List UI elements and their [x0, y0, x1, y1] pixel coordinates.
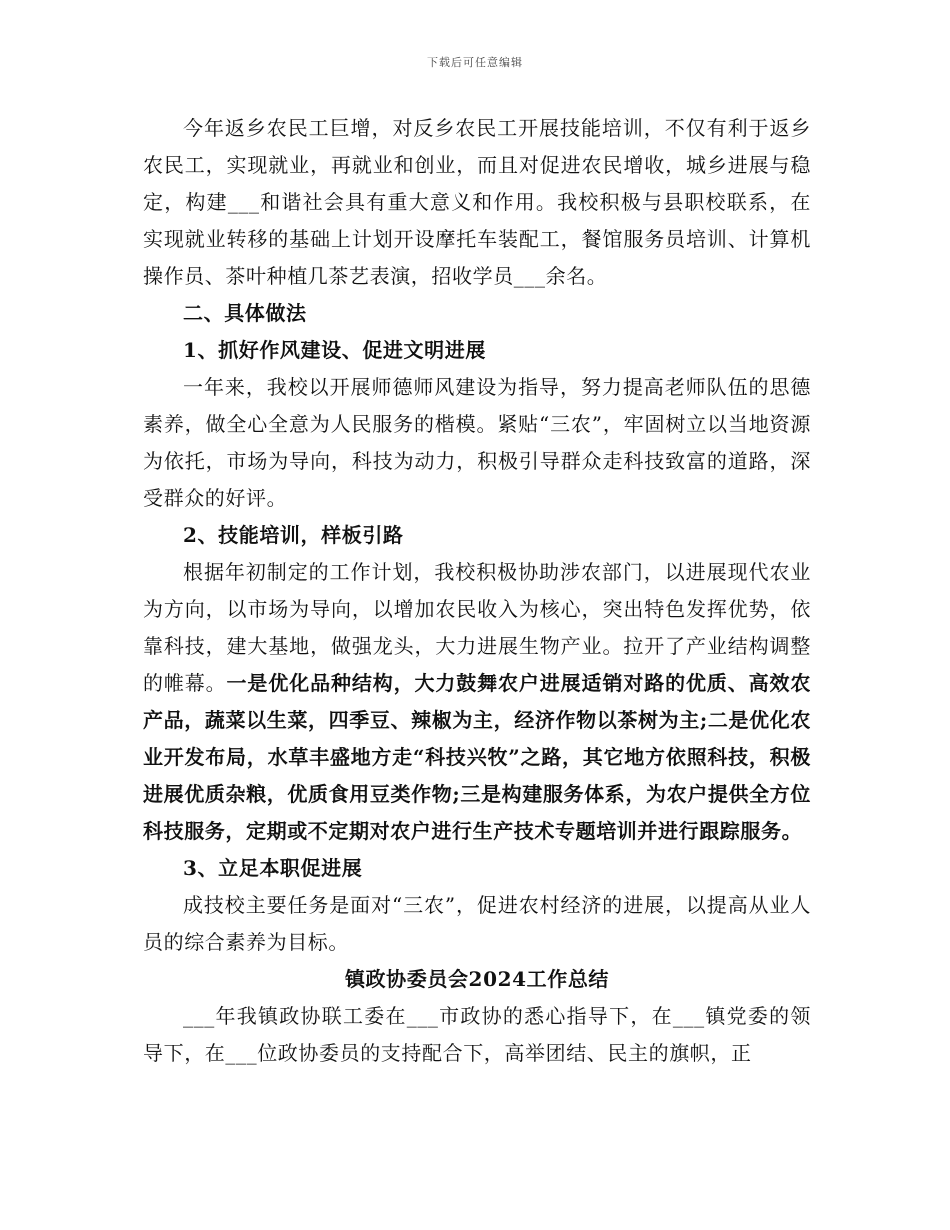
paragraph-skills-training: [143, 554, 811, 850]
paragraph-school-task: 成技校主要任务是面对“三农”，促进农村经济的进展，以提高从业人员的综合素养为目标。: [143, 893, 811, 954]
document-title-2: 镇政协委员会2024工作总结: [344, 967, 610, 991]
subheading-3: 3、立足本职促进展: [183, 856, 363, 880]
document-body: [143, 110, 811, 1072]
paragraph-summary-start: ___年我镇政协联工委在___市政协的悉心指导下，在___镇党委的领导下，在___位政协委员的支持配合下，高举团结、民主的旗帜，正: [143, 1004, 811, 1065]
paragraph-style-building: 一年来，我校以开展师德师风建设为指导，努力提高老师队伍的思德素养，做全心全意为人民服务的楷模。紧贴“三农”，牢固树立以当地资源为依托，市场为导向，科技为动力，积极引导群众走科技致富的道路，深受群众的好评。: [143, 375, 811, 510]
section-heading: 二、具体做法: [183, 301, 307, 325]
subheading-1: 1、抓好作风建设、促进文明进展: [183, 338, 486, 362]
paragraph-skills-normal-text: 根据年初制定的工作计划，我校积极协助涉农部门，以进展现代农业为方向，以市场为导向，以增加农民收入为核心，突出特色发挥优势，依靠科技，建大基地，做强龙头，大力进展生物产业。拉开了产业结构调整的帷幕。: [143, 560, 811, 695]
paragraph-intro: 今年返乡农民工巨增，对反乡农民工开展技能培训，不仅有利于返乡农民工，实现就业，再就业和创业，而且对促进农民增收，城乡进展与稳定，构建___和谐社会具有重大意义和作用。我校积极与县职校联系，在实现就业转移的基础上计划开设摩托车装配工，餐馆服务员培训、计算机操作员、茶叶种植几茶艺表演，招收学员___余名。: [143, 116, 811, 288]
paragraph-skills-bold-text: 一是优化品种结构，大力鼓舞农户进展适销对路的优质、高效农产品，蔬菜以生菜，四季豆、辣椒为主，经济作物以茶树为主;二是优化农业开发布局，水草丰盛地方走“科技兴牧”之路，其它地方依照科技，积极进展优质杂粮，优质食用豆类作物;三是构建服务体系，为农户提供全方位科技服务，定期或不定期对农户进行生产技术专题培训并进行跟踪服务。: [143, 671, 811, 843]
subheading-2: 2、技能培训，样板引路: [183, 523, 404, 547]
page-header-note: 下载后可任意编辑: [427, 56, 523, 69]
